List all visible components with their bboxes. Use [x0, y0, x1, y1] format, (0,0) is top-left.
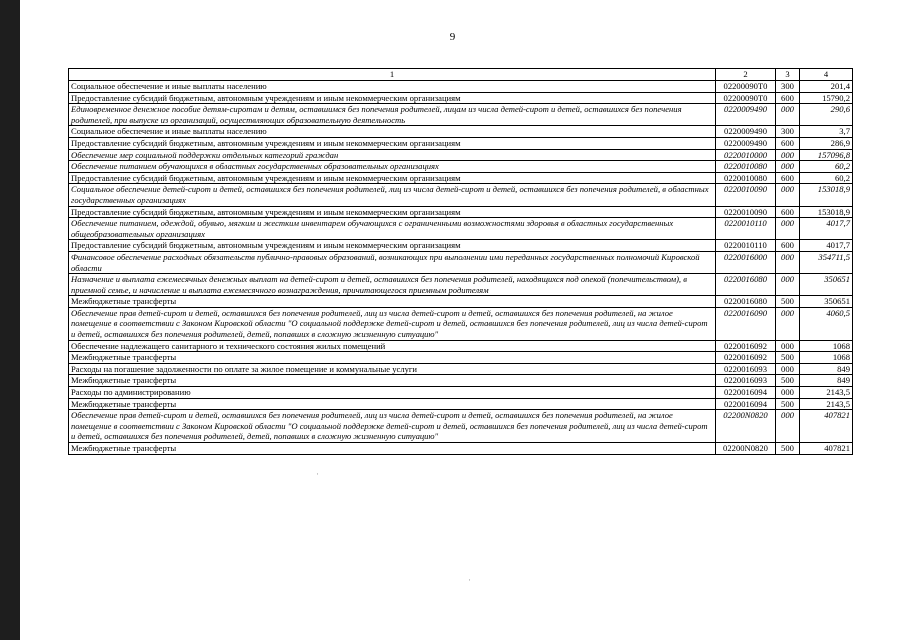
- row-amount-cell: 407821: [800, 410, 853, 443]
- row-amount-cell: 2143,5: [800, 398, 853, 410]
- row-kind-cell: 600: [776, 137, 800, 149]
- row-amount-cell: 157096,8: [800, 149, 853, 161]
- row-kind-cell: 500: [776, 296, 800, 308]
- scan-edge-bar: [0, 0, 20, 640]
- table-row: [69, 443, 853, 455]
- row-amount-cell: 201,4: [800, 81, 853, 93]
- row-name-cell: Обеспечение прав детей-сирот и детей, оставшихся без попечения родителей, лиц из числа детей-сирот и детей, оставшихся без попечения родителей, на жилое помещение в соответствии с Законом Кировской области "О социальной поддержке детей-сирот и детей, оставшихся без попечения родителей, лиц из числа детей-сирот и детей, оставшихся без попечения родителей, детей, попавших в сложную жизненную ситуацию": [69, 307, 716, 340]
- row-name-cell: Назначение и выплата ежемесячных денежных выплат на детей-сирот и детей, оставшихся без попечения родителей, находящихся под опекой (попечительством), в приемной семье, и начисление и выплата ежемесячного вознаграждения, причитающегося приемным родителям: [69, 274, 716, 296]
- row-code-cell: 0220016080: [716, 296, 776, 308]
- row-amount-cell: 153018,9: [800, 184, 853, 206]
- row-name-cell: Социальное обеспечение детей-сирот и детей, оставшихся без попечения родителей, лиц из числа детей-сирот и детей, оставшихся без попечения родителей, в областных государственных организациях: [69, 184, 716, 206]
- row-name-cell: Межбюджетные трансферты: [69, 443, 716, 455]
- row-code-cell: 0220009490: [716, 126, 776, 138]
- row-code-cell: 0220016094: [716, 387, 776, 399]
- row-code-cell: 0220016092: [716, 340, 776, 352]
- table-row: [69, 274, 853, 296]
- row-code-cell: 0220010080: [716, 172, 776, 184]
- row-amount-cell: 4017,7: [800, 218, 853, 240]
- row-name-cell: Обеспечение мер социальной поддержки отдельных категорий граждан: [69, 149, 716, 161]
- table-row: [69, 363, 853, 375]
- row-name-cell: Расходы по администрированию: [69, 387, 716, 399]
- row-amount-cell: 4060,5: [800, 307, 853, 340]
- row-code-cell: 0220010080: [716, 161, 776, 173]
- row-amount-cell: 60,2: [800, 172, 853, 184]
- row-code-cell: 0220010000: [716, 149, 776, 161]
- row-kind-cell: 300: [776, 126, 800, 138]
- row-name-cell: Межбюджетные трансферты: [69, 296, 716, 308]
- scan-speck: ·: [468, 575, 471, 585]
- row-name-cell: Единовременное денежное пособие детям-сиротам и детям, оставшимся без попечения родителей, лицам из числа детей-сирот и детей, оставшихся без попечения родителей, при выпуске из организаций, осуществляющих образовательную деятельность: [69, 104, 716, 126]
- row-code-cell: 0220016080: [716, 274, 776, 296]
- row-amount-cell: 286,9: [800, 137, 853, 149]
- table-row: [69, 398, 853, 410]
- table-row: [69, 92, 853, 104]
- table-row: [69, 410, 853, 443]
- row-amount-cell: 849: [800, 363, 853, 375]
- row-amount-cell: 1068: [800, 352, 853, 364]
- row-kind-cell: 500: [776, 352, 800, 364]
- row-kind-cell: 000: [776, 184, 800, 206]
- table-row: [69, 126, 853, 138]
- row-name-cell: Предоставление субсидий бюджетным, автономным учреждениям и иным некоммерческим организациям: [69, 206, 716, 218]
- row-name-cell: Предоставление субсидий бюджетным, автономным учреждениям и иным некоммерческим организациям: [69, 172, 716, 184]
- row-kind-cell: 500: [776, 375, 800, 387]
- row-code-cell: 02200090Т0: [716, 81, 776, 93]
- row-amount-cell: 2143,5: [800, 387, 853, 399]
- table-row: [69, 81, 853, 93]
- row-amount-cell: 350651: [800, 296, 853, 308]
- row-kind-cell: 000: [776, 218, 800, 240]
- row-amount-cell: 290,6: [800, 104, 853, 126]
- table-row: [69, 104, 853, 126]
- row-kind-cell: 000: [776, 104, 800, 126]
- row-code-cell: 0220009490: [716, 137, 776, 149]
- row-kind-cell: 600: [776, 92, 800, 104]
- row-code-cell: 02200090Т0: [716, 92, 776, 104]
- row-kind-cell: 000: [776, 307, 800, 340]
- row-amount-cell: 4017,7: [800, 240, 853, 252]
- row-code-cell: 02200N0820: [716, 410, 776, 443]
- row-name-cell: Социальное обеспечение и иные выплаты населению: [69, 126, 716, 138]
- table-row: [69, 296, 853, 308]
- table-header-row: [69, 69, 853, 81]
- row-name-cell: Межбюджетные трансферты: [69, 398, 716, 410]
- table-row: [69, 307, 853, 340]
- page-number: 9: [449, 31, 456, 43]
- row-kind-cell: 000: [776, 387, 800, 399]
- row-code-cell: 0220010110: [716, 218, 776, 240]
- row-kind-cell: 500: [776, 398, 800, 410]
- row-name-cell: Обеспечение питанием, одеждой, обувью, мягким и жестким инвентарем обучающихся с ограниченными возможностями здоровья в областных государственных общеобразовательных организациях: [69, 218, 716, 240]
- row-name-cell: Предоставление субсидий бюджетным, автономным учреждениям и иным некоммерческим организациям: [69, 240, 716, 252]
- row-name-cell: Межбюджетные трансферты: [69, 375, 716, 387]
- table-row: [69, 240, 853, 252]
- table-row: [69, 352, 853, 364]
- row-name-cell: Предоставление субсидий бюджетным, автономным учреждениям и иным некоммерческим организациям: [69, 92, 716, 104]
- table-row: [69, 387, 853, 399]
- row-code-cell: 0220016093: [716, 375, 776, 387]
- row-code-cell: 0220016090: [716, 307, 776, 340]
- row-amount-cell: 350651: [800, 274, 853, 296]
- row-amount-cell: 15790,2: [800, 92, 853, 104]
- row-kind-cell: 300: [776, 81, 800, 93]
- row-amount-cell: 60,2: [800, 161, 853, 173]
- row-name-cell: Межбюджетные трансферты: [69, 352, 716, 364]
- row-code-cell: 02200N0820: [716, 443, 776, 455]
- row-amount-cell: 849: [800, 375, 853, 387]
- row-amount-cell: 1068: [800, 340, 853, 352]
- table-row: [69, 137, 853, 149]
- row-amount-cell: 153018,9: [800, 206, 853, 218]
- table-row: [69, 172, 853, 184]
- table-row: [69, 218, 853, 240]
- row-code-cell: 0220010090: [716, 206, 776, 218]
- row-kind-cell: 000: [776, 161, 800, 173]
- table-row: [69, 184, 853, 206]
- row-kind-cell: 000: [776, 363, 800, 375]
- row-code-cell: 0220009490: [716, 104, 776, 126]
- table-row: [69, 149, 853, 161]
- row-name-cell: Обеспечение прав детей-сирот и детей, оставшихся без попечения родителей, лиц из числа детей-сирот и детей, оставшихся без попечения родителей, на жилое помещение в соответствии с Законом Кировской области "О социальной поддержке детей-сирот и детей, оставшихся без попечения родителей, лиц из числа детей-сирот и детей, оставшихся без попечения родителей, детей, попавших в сложную жизненную ситуацию": [69, 410, 716, 443]
- row-kind-cell: 000: [776, 410, 800, 443]
- row-kind-cell: 000: [776, 251, 800, 273]
- row-kind-cell: 600: [776, 206, 800, 218]
- header-col-2: 2: [716, 69, 776, 81]
- row-name-cell: Социальное обеспечение и иные выплаты населению: [69, 81, 716, 93]
- table-row: [69, 206, 853, 218]
- row-code-cell: 0220010110: [716, 240, 776, 252]
- row-kind-cell: 000: [776, 274, 800, 296]
- row-code-cell: 0220016092: [716, 352, 776, 364]
- table-row: [69, 340, 853, 352]
- row-amount-cell: 3,7: [800, 126, 853, 138]
- row-kind-cell: 500: [776, 443, 800, 455]
- table-row: [69, 251, 853, 273]
- budget-table: [68, 68, 853, 455]
- row-amount-cell: 407821: [800, 443, 853, 455]
- header-col-3: 3: [776, 69, 800, 81]
- row-kind-cell: 000: [776, 340, 800, 352]
- row-kind-cell: 600: [776, 240, 800, 252]
- table-row: [69, 161, 853, 173]
- row-kind-cell: 000: [776, 149, 800, 161]
- row-name-cell: Обеспечение надлежащего санитарного и технического состояния жилых помещений: [69, 340, 716, 352]
- header-col-4: 4: [800, 69, 853, 81]
- row-name-cell: Финансовое обеспечение расходных обязательств публично-правовых образований, возникающих при выполнении ими переданных государственных полномочий Кировской области: [69, 251, 716, 273]
- scan-speck: ·: [316, 469, 319, 479]
- row-code-cell: 0220010090: [716, 184, 776, 206]
- row-code-cell: 0220016093: [716, 363, 776, 375]
- table-row: [69, 375, 853, 387]
- row-amount-cell: 354711,5: [800, 251, 853, 273]
- header-col-1: 1: [69, 69, 716, 81]
- row-name-cell: Предоставление субсидий бюджетным, автономным учреждениям и иным некоммерческим организациям: [69, 137, 716, 149]
- row-kind-cell: 600: [776, 172, 800, 184]
- row-code-cell: 0220016000: [716, 251, 776, 273]
- row-name-cell: Обеспечение питанием обучающихся в областных государственных образовательных организациях: [69, 161, 716, 173]
- row-code-cell: 0220016094: [716, 398, 776, 410]
- row-name-cell: Расходы на погашение задолженности по оплате за жилое помещение и коммунальные услуги: [69, 363, 716, 375]
